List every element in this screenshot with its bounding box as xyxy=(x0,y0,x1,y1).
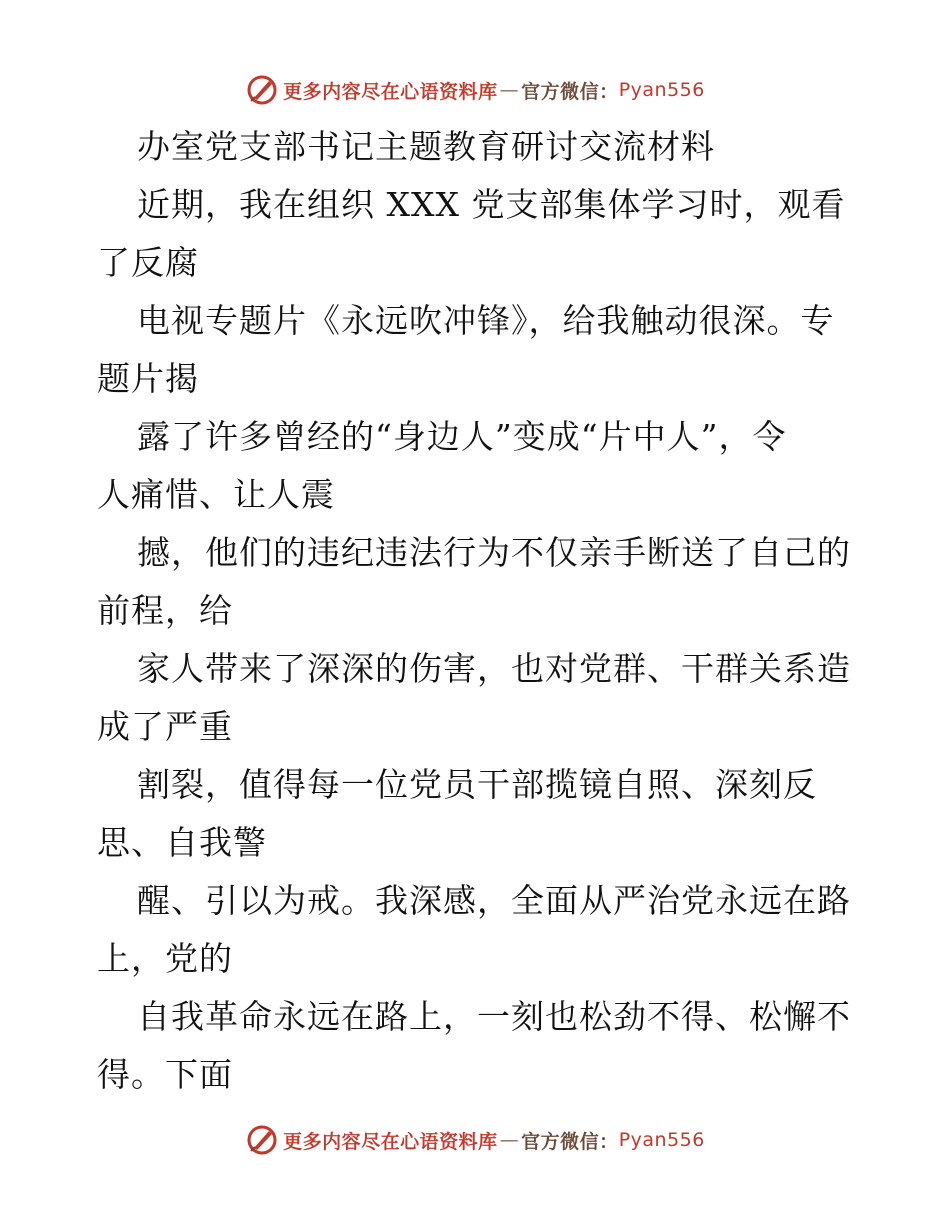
paragraph-line: 露了许多曾经的“身边人”变成“片中人”，令 xyxy=(137,417,787,456)
paragraph-line: 题片揭 xyxy=(97,359,199,398)
paragraph-line: 得。下面 xyxy=(97,1055,233,1094)
banner-dash: — xyxy=(499,1129,520,1151)
banner-wechat-id: Pyan556 xyxy=(618,1129,705,1151)
paragraph-line: 割裂，值得每一位党员干部揽镜自照、深刻反 xyxy=(137,765,817,804)
paragraph-line: 上，党的 xyxy=(97,939,233,978)
paragraph-line: 近期，我在组织 XXX 党支部集体学习时，观看 xyxy=(137,185,846,224)
banner-text: 更多内容尽在心语资料库 xyxy=(283,80,498,103)
paragraph-line: 自我革命永远在路上，一刻也松劲不得、松懈不 xyxy=(137,997,851,1036)
quill-circle-icon xyxy=(245,1123,279,1157)
paragraph-line: 成了严重 xyxy=(97,707,233,746)
paragraph-line: 醒、引以为戒。我深感，全面从严治党永远在路 xyxy=(137,881,851,920)
document-body xyxy=(97,118,867,1104)
paragraph-line: 思、自我警 xyxy=(97,823,267,862)
header-banner xyxy=(0,70,950,110)
paragraph-line: 家人带来了深深的伤害，也对党群、干群关系造 xyxy=(137,649,851,688)
paragraph-line: 电视专题片《永远吹冲锋》，给我触动很深。专 xyxy=(137,301,835,340)
banner-wechat-label: 官方微信： xyxy=(521,80,619,103)
document-title: 办室党支部书记主题教育研讨交流材料 xyxy=(137,127,715,166)
paragraph-line: 前程，给 xyxy=(97,591,233,630)
quill-circle-icon xyxy=(245,73,279,107)
paragraph-line: 了反腐 xyxy=(97,243,199,282)
paragraph-line: 人痛惜、让人震 xyxy=(97,475,335,514)
banner-text: 更多内容尽在心语资料库 xyxy=(283,1130,498,1153)
banner-wechat-label: 官方微信： xyxy=(521,1130,619,1153)
footer-banner xyxy=(0,1120,950,1160)
paragraph-line: 撼，他们的违纪违法行为不仅亲手断送了自己的 xyxy=(137,533,851,572)
banner-wechat-id: Pyan556 xyxy=(618,79,705,101)
banner-dash: — xyxy=(499,79,520,101)
